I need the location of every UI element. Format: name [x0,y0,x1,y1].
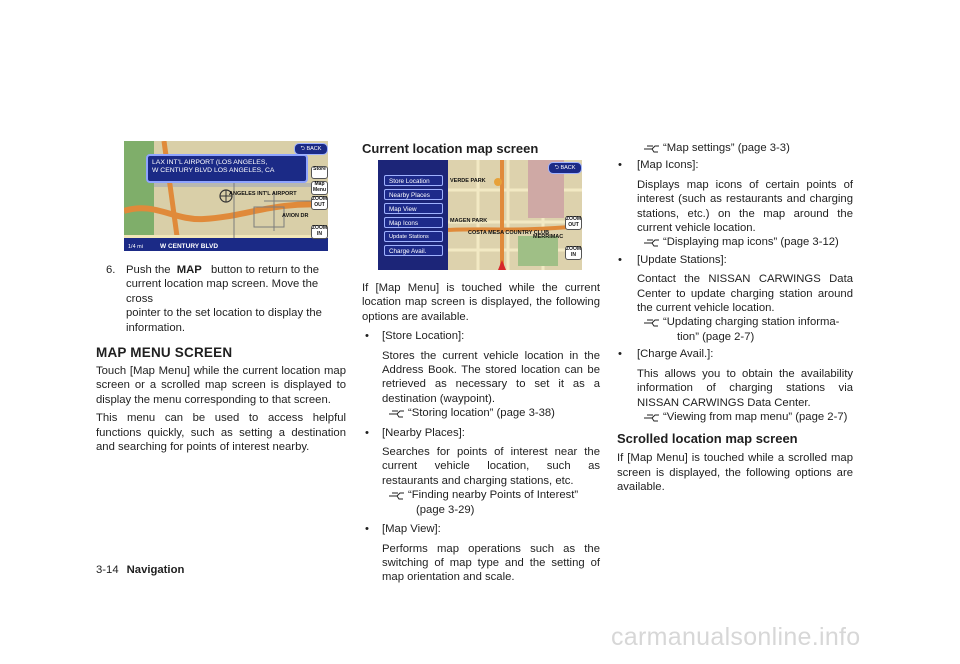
option-label: [Update Stations]: [637,253,727,266]
zoom-out-label: ZOOM OUT [566,216,581,228]
cross-reference[interactable] [643,235,853,249]
ref-text-cont: tion” (page 2-7) [677,330,755,343]
bullet-dot: • [365,426,369,439]
map-label-verde-park: VERDE PARK [450,178,486,184]
option-map-icons [617,158,853,249]
back-arrow-icon: ⮌ [554,165,559,171]
map-menu-heading: MAP MENU SCREEN [96,345,233,361]
current-location-heading: Current location map screen [362,141,539,156]
option-charge-avail [617,347,853,424]
menu-nearby-places[interactable]: Nearby Places [384,189,443,200]
zoom-out-button-2[interactable] [565,216,582,230]
back-label: BACK [306,146,322,152]
pointing-hand-icon [388,407,406,419]
header-line-1: LAX INT'L AIRPORT (LOS ANGELES, [152,159,268,166]
map-screenshot-store [124,141,328,251]
scrolled-location-heading: Scrolled location map screen [617,431,798,447]
ref-text: “Map settings” (page 3-3) [663,142,790,154]
header-line-2: W CENTURY BLVD LOS ANGELES, CA [152,167,275,174]
street-name: W CENTURY BLVD [160,243,219,250]
scale-indicator: 1/4 mi [128,244,143,250]
option-desc: This allows you to obtain the availability information of charging stations via NISSAN CARWINGS Data Center. [637,367,853,409]
column-2-body [362,281,600,585]
ref-text: “Updating charging station informa- [663,316,840,329]
zoom-out-label: ZOOM OUT [312,196,327,208]
pointing-hand-icon [643,316,661,328]
zoom-in-button[interactable] [311,225,328,239]
zoom-in-label: ZOOM IN [312,225,327,237]
ref-text: “Displaying map icons” (page 3-12) [663,236,839,249]
option-desc: Performs map operations such as the switching of map type and the setting of map orientation and scale. [382,542,600,584]
menu-update-stations[interactable]: Update Stations [384,231,443,242]
ref-text: “Finding nearby Points of Interest” [408,489,579,502]
option-desc: Stores the current vehicle location in the Address Book. The stored location can be retrieved as necessary to set it as a destination (waypoint). [382,349,600,405]
back-button[interactable] [294,143,328,155]
map-menu-para-1: Touch [Map Menu] while the current location map screen or a scrolled map screen is displayed to display the menu corresponding to that screen. [96,365,346,406]
map-label-country-club: COSTA MESA COUNTRY CLUB [468,230,550,236]
current-location-intro: If [Map Menu] is touched while the current location map screen is displayed, the following options are available. [362,282,600,323]
column-2 [362,141,600,157]
step-text-2: current location map screen. Move the cross [126,278,319,305]
cross-reference[interactable] [388,488,600,517]
menu-map-view[interactable]: Map View [384,203,443,214]
ref-text: “Viewing from map menu” (page 2-7) [663,410,848,423]
map-label-magen-park: MAGEN PARK [450,218,488,224]
step-6 [96,263,346,335]
pointing-hand-icon [643,411,661,423]
zoom-in-button-2[interactable] [565,246,582,260]
bullet-dot: • [365,523,369,536]
zoom-in-label: ZOOM IN [566,246,581,258]
step-text-3: pointer to the set location to display the [126,307,322,320]
cross-reference-map-settings[interactable] [643,141,853,155]
step-pre: Push the [126,264,171,276]
option-map-view [362,522,600,585]
option-label: [Map View]: [382,523,441,536]
option-desc: Searches for points of interest near the current vehicle location, such as restaurants and charging stations, etc. [382,446,600,487]
pointing-hand-icon [388,489,406,501]
cross-reference[interactable] [643,315,853,344]
map-menu-button-label: Map Menu [312,181,327,193]
bullet-dot: • [618,159,622,172]
pointing-hand-icon [643,236,661,248]
airport-map-label: ANGELES INT'L AIRPORT [229,191,297,197]
option-desc: Contact the NISSAN CARWINGS Data Center to update charging station around the current vehicle location. [637,273,853,315]
watermark-text: carmanualsonline.info [611,623,861,651]
zoom-out-button[interactable] [311,196,328,210]
map-menu-button[interactable] [311,181,328,195]
column-1 [96,263,346,454]
option-label: [Map Icons]: [637,159,699,172]
step-text-1: button to return to the [210,264,320,276]
bullet-dot: • [365,330,369,343]
back-arrow-icon: ⮌ [300,146,305,152]
bullet-dot: • [618,253,622,266]
cross-reference[interactable] [643,410,853,424]
option-update-stations [617,253,853,344]
map-button-name: MAP [176,264,202,276]
map-menu-para-2: This menu can be used to access helpful functions quickly, such as setting a destination and searching for points of interest nearby. [96,412,346,454]
option-desc: Displays map icons of certain points of interest (such as restaurants and charging stations, etc.) on the map around the current vehicle location. [637,178,853,235]
menu-charge-avail[interactable]: Charge Avail. [384,245,443,256]
back-label: BACK [560,165,576,171]
menu-map-icons[interactable]: Map Icons [384,217,443,228]
scrolled-location-outro: If [Map Menu] is touched while a scrolled map screen is displayed, the following options are available. [617,452,853,494]
avion-map-label: AVION DR [282,213,309,219]
bullet-dot: • [618,348,622,361]
store-button-label: Store [313,166,326,172]
option-nearby-places [362,426,600,517]
destination-header-panel[interactable] [146,154,308,183]
store-button[interactable] [311,166,328,179]
cross-reference[interactable] [388,406,600,420]
map-menu-screenshot [378,160,582,270]
option-store-location [362,329,600,420]
page-number: 3-14 [96,564,119,576]
ref-text-cont: (page 3-29) [416,503,475,516]
menu-store-location[interactable]: Store Location [384,175,443,186]
column-3 [617,141,853,495]
pointing-hand-icon [643,142,661,154]
back-button-2[interactable] [548,162,582,174]
option-label: [Store Location]: [382,330,465,343]
step-text-4: information. [126,321,186,334]
step-number: 6. [106,264,116,276]
section-name: Navigation [126,564,185,576]
option-label: [Charge Avail.]: [637,348,714,361]
page-footer [96,563,184,577]
map-label-merrimac: MERRIMAC [533,234,564,240]
option-label: [Nearby Places]: [382,426,465,439]
ref-text: “Storing location” (page 3-38) [408,407,555,420]
